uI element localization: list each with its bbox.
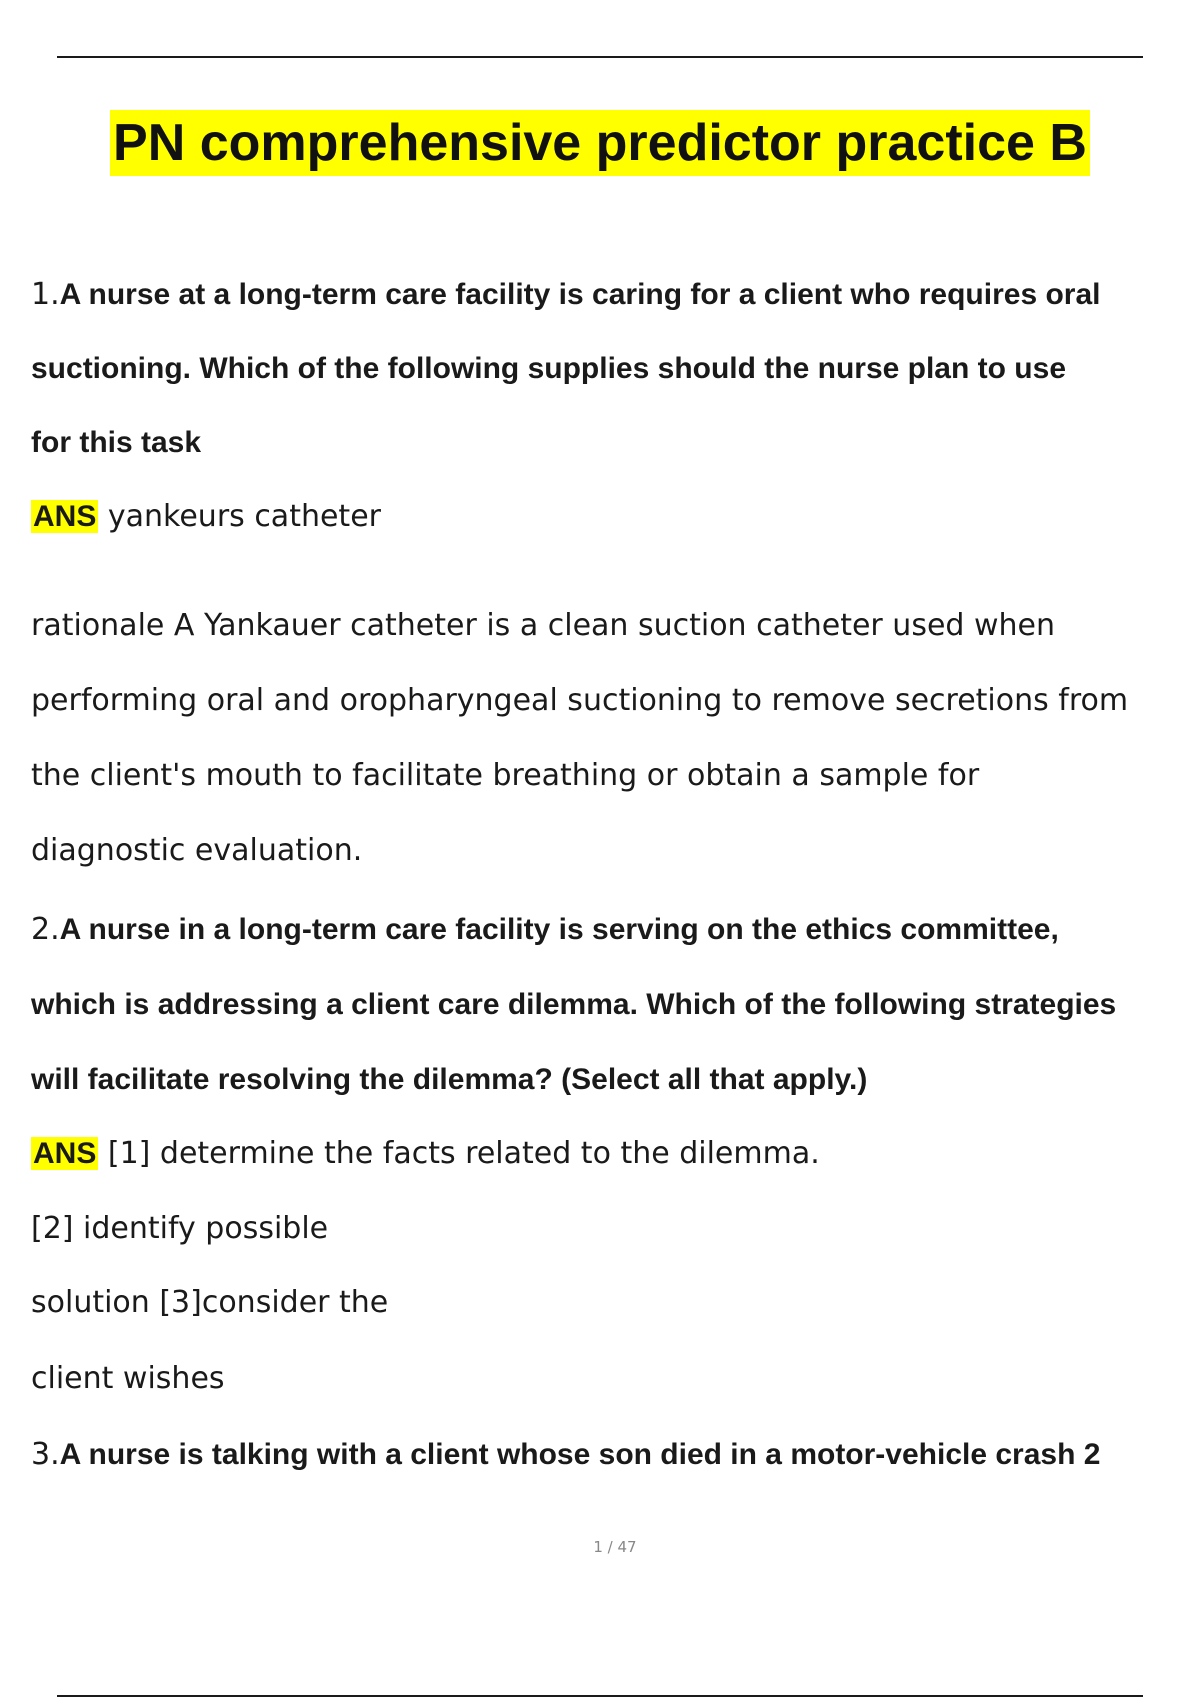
page-indicator: 1 / 47 — [593, 1538, 637, 1556]
question-3-line-1 — [31, 1435, 1100, 1475]
question-1-text-3: for this task — [31, 426, 202, 459]
title-container — [0, 110, 1200, 176]
question-2-text-2: which is addressing a client care dilemma. Which of the following strategies — [31, 988, 1117, 1021]
rationale-1-line-4: diagnostic evaluation. — [31, 833, 363, 868]
answer-2 — [31, 1134, 820, 1174]
question-2-text-3: will facilitate resolving the dilemma? (Select all that apply.) — [31, 1063, 868, 1096]
question-3-number: 3. — [31, 1437, 60, 1472]
ans-label: ANS — [33, 1137, 97, 1170]
question-1-text-1: A nurse at a long-term care facility is caring for a client who requires oral — [59, 278, 1101, 311]
document-title: PN comprehensive predictor practice B — [110, 110, 1090, 176]
question-1-text-2: suctioning. Which of the following supplies should the nurse plan to use — [31, 352, 1066, 385]
rationale-1-line-3: the client's mouth to facilitate breathing or obtain a sample for — [31, 758, 980, 793]
question-2-text-1: A nurse in a long-term care facility is serving on the ethics committee, — [59, 913, 1059, 946]
question-2-line-1 — [31, 910, 1059, 950]
answer-2-text-1: [1] determine the facts related to the dilemma. — [107, 1136, 820, 1171]
question-1-line-1 — [31, 275, 1100, 315]
rationale-1-line-1: rationale A Yankauer catheter is a clean suction catheter used when — [31, 608, 1055, 643]
answer-1 — [31, 497, 381, 537]
answer-2-text-2: [2] identify possible — [31, 1211, 329, 1246]
rationale-1-line-2: performing oral and oropharyngeal suctioning to remove secretions from — [31, 683, 1129, 718]
question-3-text-1: A nurse is talking with a client whose son died in a motor-vehicle crash 2 — [59, 1438, 1101, 1471]
question-2-number: 2. — [31, 912, 60, 947]
answer-1-text: yankeurs catheter — [107, 499, 381, 534]
bottom-rule — [57, 1695, 1143, 1697]
ans-label: ANS — [33, 500, 97, 533]
answer-2-text-3: solution [3]consider the — [31, 1285, 389, 1320]
question-1-number: 1. — [31, 277, 60, 312]
top-rule — [57, 56, 1143, 58]
answer-2-text-4: client wishes — [31, 1361, 225, 1396]
